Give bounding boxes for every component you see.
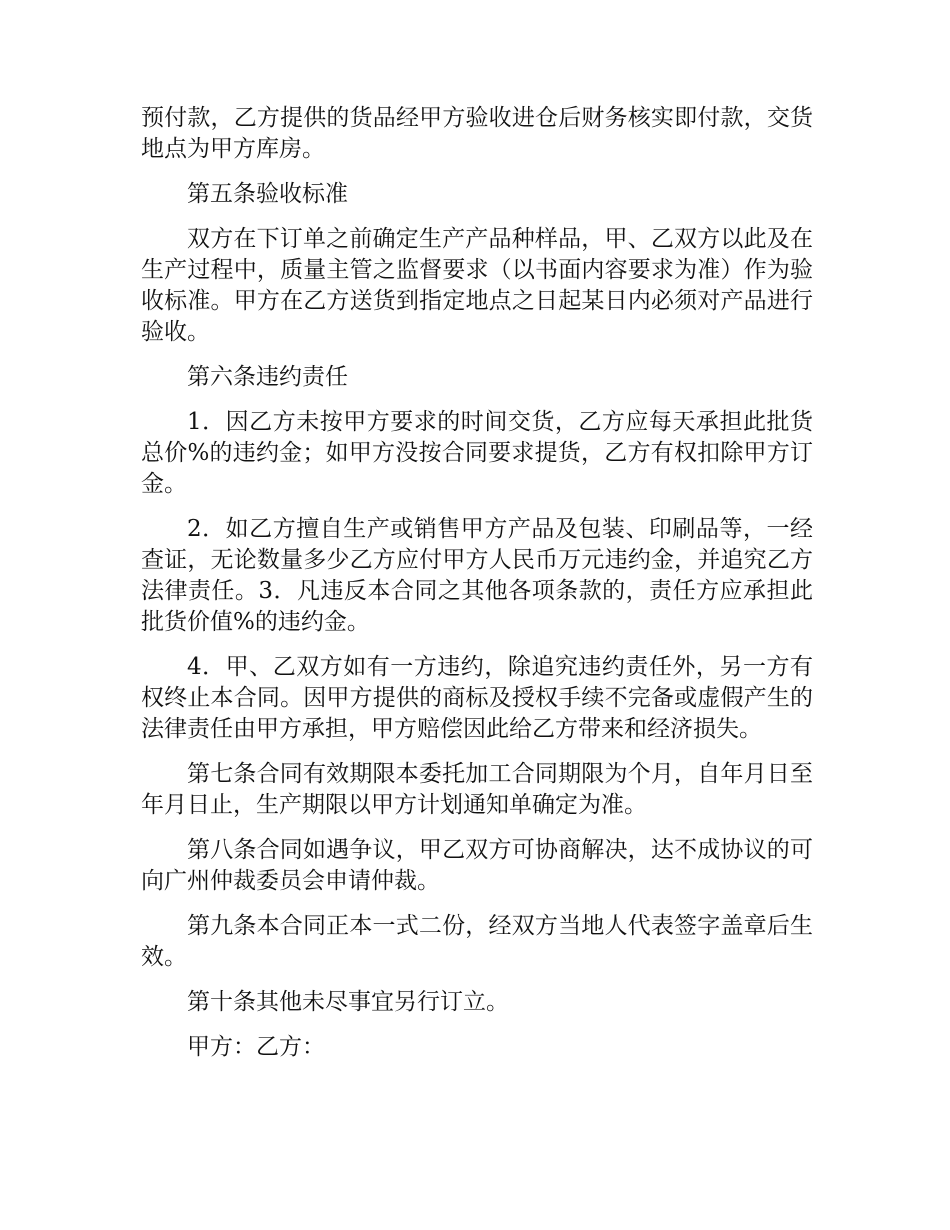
paragraph-article-8: 第八条合同如遇争议，甲乙双方可协商解决，达不成协议的可向广州仲裁委员会申请仲裁。 — [141, 837, 813, 894]
paragraph-payment-continued: 预付款，乙方提供的货品经甲方验收进仓后财务核实即付款，交货地点为甲方库房。 — [141, 105, 813, 162]
paragraph-article-10: 第十条其他未尽事宜另行订立。 — [187, 989, 509, 1015]
paragraph-breach-4: 4．甲、乙双方如有一方违约，除追究违约责任外，另一方有权终止本合同。因甲方提供的商标及授权手续不完备或虚假产生的法律责任由甲方承担，甲方赔偿因此给乙方带来和经济损失。 — [141, 654, 813, 742]
paragraph-article-7: 第七条合同有效期限本委托加工合同期限为个月，自年月日至年月日止，生产期限以甲方计划通知单确定为准。 — [141, 761, 813, 818]
document-page — [141, 103, 813, 1077]
paragraph-article-9: 第九条本合同正本一式二份，经双方当地人代表签字盖章后生效。 — [141, 913, 813, 970]
paragraph-breach-2-3: 2．如乙方擅自生产或销售甲方产品及包装、印刷品等，一经查证，无论数量多少乙方应付甲方人民币万元违约金，并追究乙方法律责任。3．凡违反本合同之其他各项条款的，责任方应承担此批货价值%的违约金。 — [141, 516, 813, 635]
heading-article-6: 第六条违约责任 — [187, 364, 348, 390]
paragraph-acceptance-standard: 双方在下订单之前确定生产产品种样品，甲、乙双方以此及在生产过程中，质量主管之监督要求（以书面内容要求为准）作为验收标准。甲方在乙方送货到指定地点之日起某日内必须对产品进行验收。 — [141, 226, 813, 345]
paragraph-breach-1: 1．因乙方未按甲方要求的时间交货，乙方应每天承担此批货总价%的违约金；如甲方没按合同要求提货，乙方有权扣除甲方订金。 — [141, 409, 813, 497]
heading-article-5: 第五条验收标准 — [187, 181, 348, 207]
signature-line: 甲方：乙方： — [187, 1034, 325, 1060]
